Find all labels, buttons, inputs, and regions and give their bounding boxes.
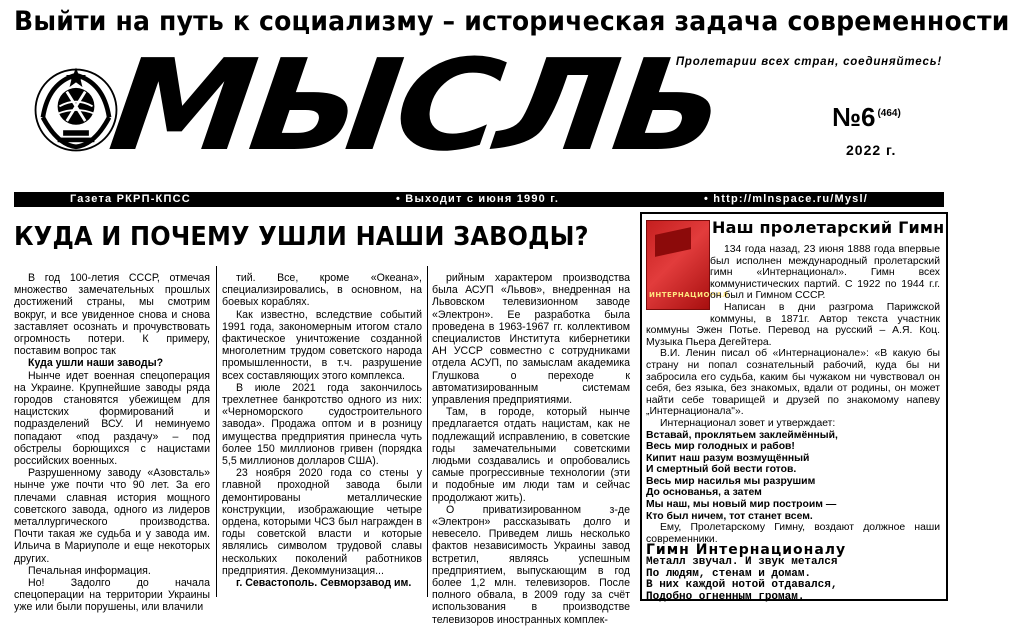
article-paragraph: В год 100-летия СССР, отмечая множество замечательных прошлых достижений страны, мы смотрим вокруг, и все увиденное снова и снова заставляет осознать и прочувствовать огромность потери. К примеру, поставим вопрос так (14, 272, 210, 358)
article-column-1 (14, 272, 210, 614)
article-paragraph: Но! Задолго до начала спецоперации на территории Украины уже или были порушены, или влачили (14, 577, 210, 614)
masthead-title: МЫСЛЬ (102, 32, 729, 179)
poem-line: Подобно огненным громам. (646, 590, 805, 603)
anthem-sidebar (640, 212, 948, 601)
anthem-verse (646, 430, 940, 523)
poster-caption: ИНТЕРНАЦИОНАЛ (649, 291, 729, 299)
poem-title: Гимн Интернационалу (646, 542, 847, 559)
sidebar-text (646, 244, 940, 603)
issue-year: 2022 г. (846, 142, 897, 158)
verse-line: Весь мир голодных и рабов! (646, 441, 795, 453)
article-paragraph: В июле 2021 года закончилось трехлетнее банкротство одного из них: «Черноморского судостроительного завода». Продажа оптом и в розницу имущества предприятия принесла чуть более 150 миллионов гривен (порядка 5,5 миллионов долларов США). (222, 381, 422, 468)
verse-line: И смертный бой вести готов. (646, 464, 797, 476)
sidebar-paragraph: Написан в дни разгрома Парижской коммуны, в 1871г. Автор текста участник коммуны Эжен Потье. Перевод на русский – А.Я. Коц. Музыка Пьера Дегейтера. (646, 301, 940, 348)
sidebar-intro: 134 года назад, 23 июня 1888 года впервые был исполнен международный пролетарский гимн «Интернационал». Гимн всех коммунистических партий. С 1922 по 1944 г.г. он был и Гимном СССР. (710, 244, 940, 302)
article-paragraph: Разрушенному заводу «Азовсталь» нынче уже почти что 90 лет. За его плечами славная история мощного советского завода, одного из лидеров металлургического производства. Почти такая же судьба и у завода им. Ильича в Мариуполе и еще некоторых других. (14, 467, 210, 565)
issue-number-total: (464) (877, 108, 901, 119)
band-publisher: Газета РКРП-КПСС (70, 193, 191, 205)
column-divider (216, 266, 217, 597)
article-paragraph: тий. Все, кроме «Океана», специализировались, в основном, на боевых кораблях. (222, 272, 422, 309)
sidebar-title: Наш пролетарский Гимн (712, 218, 945, 237)
verse-line: Весь мир насилья мы разрушим (646, 475, 816, 487)
article-subheading: г. Севастополь. Севморзавод им. (236, 577, 412, 590)
poem-line: По людям, стенам и домам. (646, 567, 812, 580)
column-divider (427, 266, 428, 597)
poem-line: В них каждой нотой отдавался, (646, 579, 838, 592)
band-since: • Выходит с июня 1990 г. (396, 193, 560, 205)
poem-lines (646, 557, 940, 603)
sidebar-paragraph: Ему, Пролетарскому Гимну, воздают должное наши современники. (646, 522, 940, 545)
verse-line: Вставай, проклятьем заклеймённый, (646, 429, 838, 441)
sidebar-paragraph: Интернационал зовет и утверждает: (660, 417, 836, 429)
article-column-3 (432, 272, 630, 626)
article-paragraph: Как известно, вследствие событий 1991 года, закономерным итогом стало фактическое уничтожение созданной многолетним трудом советского народа промышленности, в т.ч. разрушение всех составляющих этого комплекса. (222, 308, 422, 382)
info-band (14, 192, 944, 207)
issue-number-main: №6 (832, 102, 876, 132)
slogan: Выйти на путь к социализму – историческая задача современности (14, 6, 1009, 37)
verse-line: Мы наш, мы новый мир построим — (646, 499, 837, 511)
article-paragraph: рийным характером производства была АСУП «Львов», внедренная на Львовском телевизионном заводе «Электрон». Ее разработка была проведена в 1963-1967 гг. коллективом специалистов Института кибернетики АН УССР совместно с сотрудниками отдела АСУП, по замыслам академика Глушкова о переходе к автоматизированным системам управления предприятиями. (432, 272, 630, 407)
verse-line: До основанья, а затем (646, 487, 762, 499)
sidebar-paragraph: В.И. Ленин писал об «Интернационале»: «В какую бы страну ни попал сознательный рабочий, куда бы ни забросила его судьба, каким бы чужаком ни чувствовал он себя, без языка, без знакомых, вдали от родины, он может найти себе товарищей и друзей по знакомому напеву „Интернационала"». (646, 348, 940, 418)
verse-line: Кипит наш разум возмущённый (646, 452, 810, 464)
article-paragraph: Там, в городе, который нынче предлагается отдать нацистам, как не подлежащий исправлению, в советские годы замечательными советскими людьми создавались и опробовались самые прогрессивные технологии (эти и подобные им люди там и сейчас продолжают жить). (432, 406, 630, 504)
band-url: • http://mlnspace.ru/Mysl/ (704, 193, 869, 205)
article-subheading: Куда ушли наши заводы? (28, 357, 164, 370)
article-headline: КУДА И ПОЧЕМУ УШЛИ НАШИ ЗАВОДЫ? (14, 222, 589, 252)
article-paragraph: Печальная информация. (28, 564, 151, 577)
article-column-2 (222, 272, 422, 597)
article-paragraph: Нынче идет военная спецоперация на Украине. Крупнейшие заводы ряда городов становятся убежищем для нацистских формирований и подразделений ВСУ. И неминуемо попадают «под раздачу» – под обстрелы борющихся с нацистами российских военных. (14, 369, 210, 468)
article-paragraph: О приватизированном з-де «Электрон» рассказывать долго и невесело. Приведем лишь несколько фактов независимость Украины завод встретил, являясь успешным предприятием, выпускающим в год более 1,2 млн. телевизоров. После полного обвала, в 2009 году за счёт использования в производстве телевизоров иностранных комплек- (432, 503, 630, 626)
verse-line: Кто был ничем, тот станет всем. (646, 510, 813, 522)
issue-number (832, 102, 901, 133)
proletarians-motto: Пролетарии всех стран, соединяйтесь! (675, 56, 942, 68)
poem-line: Металл звучал. И звук метался (646, 556, 838, 569)
article-paragraph: 23 ноября 2020 года со стены у главной проходной завода были демонтированы металлические конструкции, изображающие четыре ордена, которыми ЧСЗ был награжден в годы советской власти и которые являлись символом трудовой славы нескольких поколений работников предприятия. Декоммунизация... (222, 467, 422, 577)
